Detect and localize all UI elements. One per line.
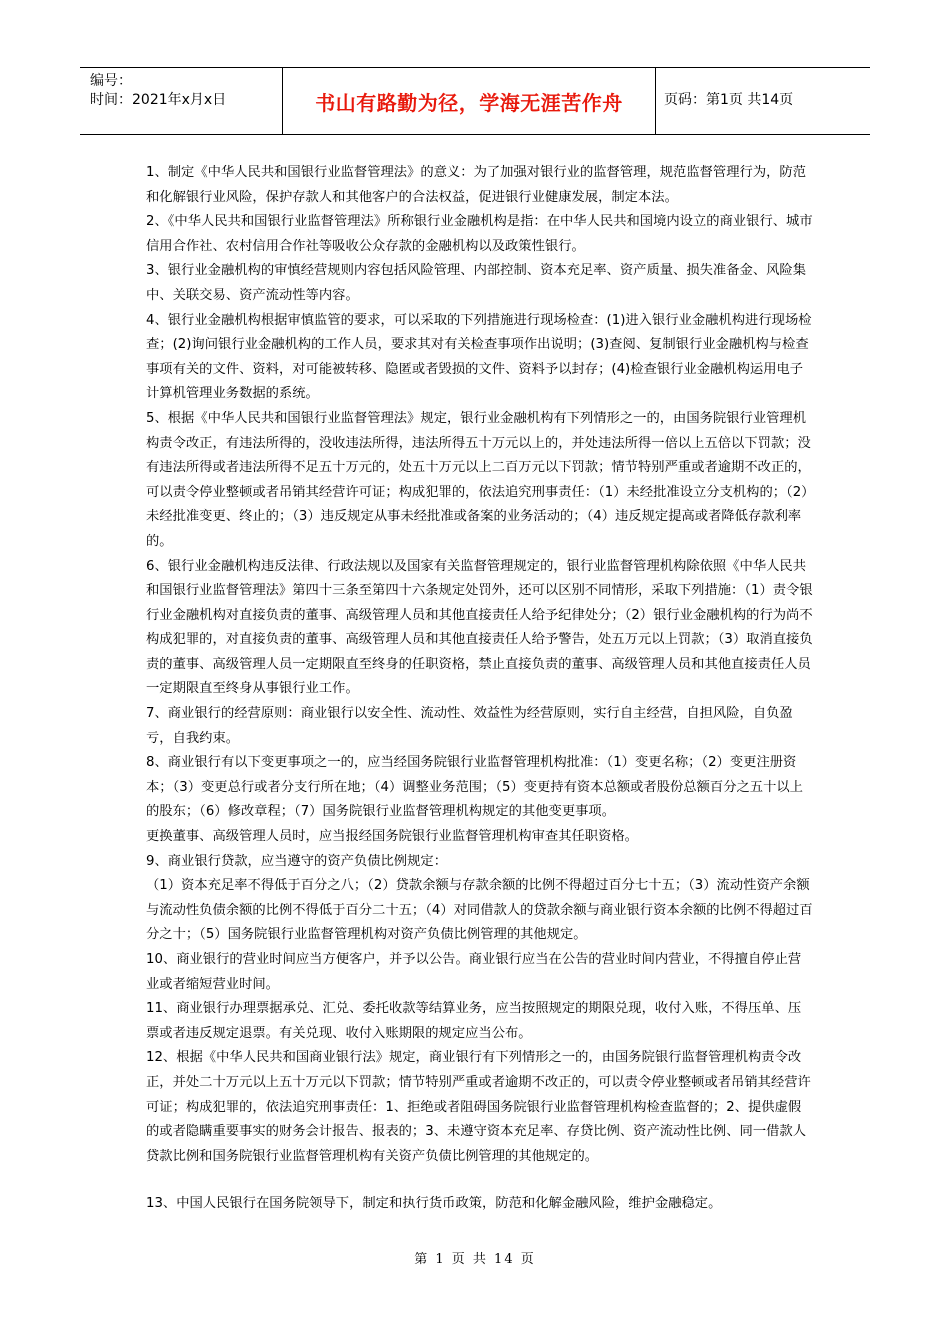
paragraph-5: 5、根据《中华人民共和国银行业监督管理法》规定，银行业金融机构有下列情形之一的，由国务院银行业管理机构责令改正，有违法所得的，没收违法所得，违法所得五十万元以上的，并处违法所得一倍以上五倍以下罚款；没有违法所得或者违法所得不足五十万元的，处五十万元以上二百万元以下罚款；情节特别严重或者逾期不改正的，可以责令停业整顿或者吊销其经营许可证；构成犯罪的，依法追究刑事责任：（1）未经批准设立分支机构的；（2）未经批准变更、终止的；（3）违反规定从事未经批准或备案的业务活动的；（4）违反规定提高或者降低存款利率的。 [146,410,811,549]
paragraph-7: 7、商业银行的经营原则：商业银行以安全性、流动性、效益性为经营原则，实行自主经营，自担风险，自负盈亏，自我约束。 [146,706,793,746]
document-header [80,67,870,135]
paragraph-13: 13、中国人民银行在国务院领导下，制定和执行货币政策，防范和化解金融风险，维护金融稳定。 [146,1196,722,1212]
paragraph-2: 2、《中华人民共和国银行业监督管理法》所称银行业金融机构是指：在中华人民共和国境内设立的商业银行、城市信用合作社、农村信用合作社等吸收公众存款的金融机构以及政策性银行。 [146,214,813,254]
paragraph-spacer [146,1169,814,1192]
page-info-cell [656,68,870,134]
paragraph-10: 10、商业银行的营业时间应当方便客户，并予以公告。商业银行应当在公告的营业时间内营业，不得擅自停止营业或者缩短营业时间。 [146,952,802,992]
paragraph-6: 6、银行业金融机构违反法律、行政法规以及国家有关监督管理规定的，银行业监督管理机构除依照《中华人民共和国银行业监督管理法》第四十三条至第四十六条规定处罚外，还可以区别不同情形，采取下列措施：（1）责令银行业金融机构对直接负责的董事、高级管理人员和其他直接责任人给予纪律处分；（2）银行业金融机构的行为尚不构成犯罪的，对直接负责的董事、高级管理人员和其他直接责任人给予警告，处五万元以上罚款；（3）取消直接负责的董事、高级管理人员一定期限直至终身的任职资格，禁止直接负责的董事、高级管理人员和其他直接责任人员一定期限直至终身从事银行业工作。 [146,558,813,697]
paragraph-9: 9、商业银行贷款，应当遵守的资产负债比例规定： [146,853,447,869]
page-info-text: 页码：第1页 共14页 [664,92,794,108]
paragraph-12: 12、根据《中华人民共和国商业银行法》规定，商业银行有下列情形之一的，由国务院银行监督管理机构责令改正，并处二十万元以上五十万元以下罚款；情节特别严重或者逾期不改正的，可以责令停业整顿或者吊销其经营许可证；构成犯罪的，依法追究刑事责任：1、拒绝或者阻碍国务院银行业监督管理机构检查监督的；2、提供虚假的或者隐瞒重要事实的财务会计报告、报表的；3、未遵守资本充足率、存贷比例、资产流动性比例、同一借款人贷款比例和国务院银行业监督管理机构有关资产负债比例管理的其他规定的。 [146,1050,811,1164]
motto-cell [283,68,656,134]
paragraph-8-note: 更换董事、高级管理人员时，应当报经国务院银行业监督管理机构审查其任职资格。 [146,829,638,845]
paragraph-11: 11、商业银行办理票据承兑、汇兑、委托收款等结算业务，应当按照规定的期限兑现，收付入账，不得压单、压票或者违反规定退票。有关兑现、收付入账期限的规定应当公布。 [146,1001,802,1041]
paragraph-9-items: （1）资本充足率不得低于百分之八；（2）贷款余额与存款余额的比例不得超过百分七十五；（3）流动性资产余额与流动性负债余额的比例不得低于百分二十五；（4）对同借款人的贷款余额与商业银行资本余额的比例不得超过百分之十；（5）国务院银行业监督管理机构对资产负债比例管理的其他规定。 [146,878,813,943]
date-label: 时间：2021年x月x日 [90,92,227,108]
paragraph-8: 8、商业银行有以下变更事项之一的，应当经国务院银行业监督管理机构批准：（1）变更名称；（2）变更注册资本；（3）变更总行或者分支行所在地；（4）调整业务范围；（5）变更持有资本总额或者股份总额百分之五十以上的股东；（6）修改章程；（7）国务院银行业监督管理机构规定的其他变更事项。 [146,755,803,820]
paragraph-1: 1、制定《中华人民共和国银行业监督管理法》的意义：为了加强对银行业的监督管理，规范监督管理行为，防范和化解银行业风险，保护存款人和其他客户的合法权益，促进银行业健康发展，制定本法。 [146,165,807,205]
motto-text: 书山有路勤为径，学海无涯苦作舟 [315,90,623,115]
paragraph-4: 4、银行业金融机构根据审慎监管的要求，可以采取的下列措施进行现场检查：(1)进入银行业金融机构进行现场检查；(2)询问银行业金融机构的工作人员，要求其对有关检查事项作出说明；(3)查阅、复制银行业金融机构与检查事项有关的文件、资料，对可能被转移、隐匿或者毁损的文件、资料予以封存；(4)检查银行业金融机构运用电子计算机管理业务数据的系统。 [146,312,812,402]
footer-page-number: 第 1 页 共 14 页 [414,1252,536,1267]
header-meta-cell [80,68,283,134]
page-footer [0,1248,950,1267]
number-label: 编号： [90,73,132,89]
paragraph-3: 3、银行业金融机构的审慎经营规则内容包括风险管理、内部控制、资本充足率、资产质量、损失准备金、风险集中、关联交易、资产流动性等内容。 [146,263,807,303]
document-body [146,161,814,1217]
